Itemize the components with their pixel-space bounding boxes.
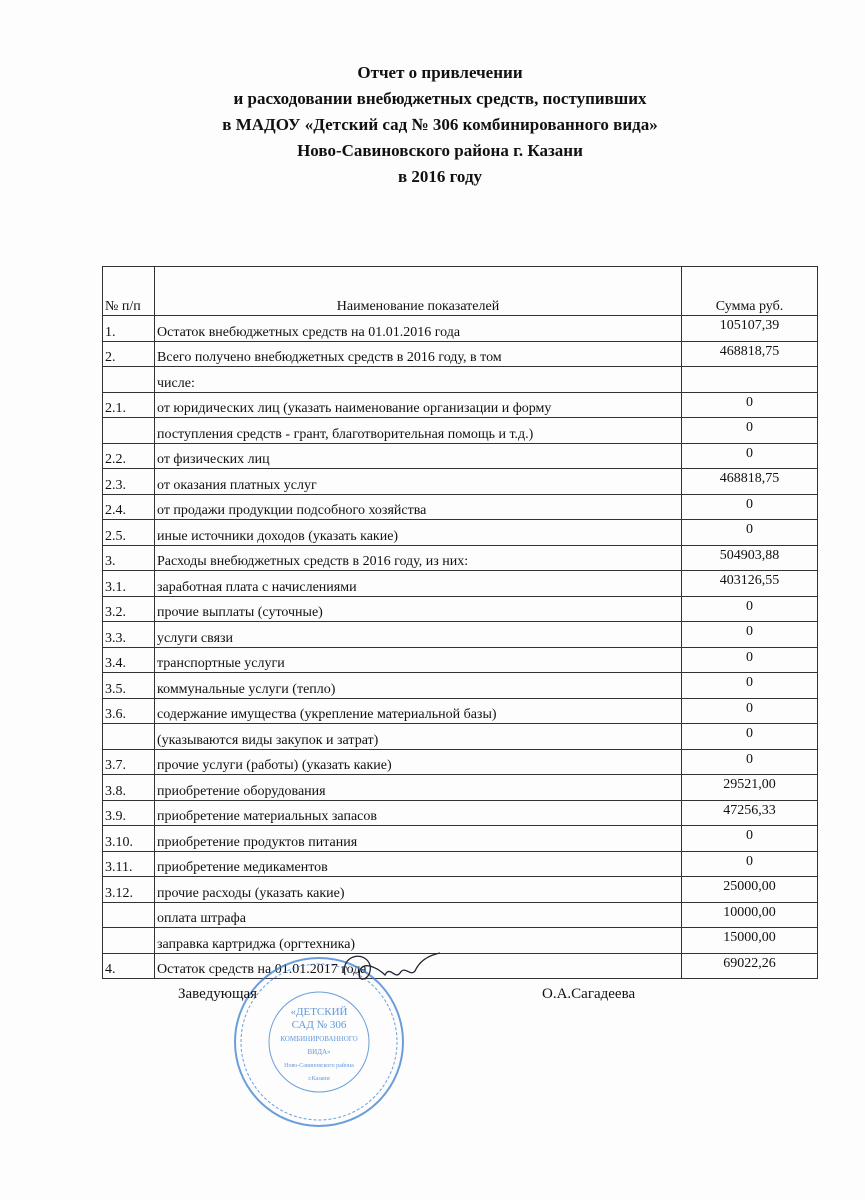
row-number: 2.1. xyxy=(103,392,155,418)
title-line: в 2016 году xyxy=(397,167,483,186)
row-sum: 69022,26 xyxy=(682,953,818,979)
row-number: 2.2. xyxy=(103,443,155,469)
table-row xyxy=(103,851,818,877)
row-name: прочие услуги (работы) (указать какие) xyxy=(155,749,682,775)
header-number: № п/п xyxy=(103,267,155,316)
table-row xyxy=(103,928,818,954)
row-sum: 0 xyxy=(682,673,818,699)
row-sum: 0 xyxy=(682,443,818,469)
row-number: 3.9. xyxy=(103,800,155,826)
row-sum: 0 xyxy=(682,749,818,775)
row-name: оплата штрафа xyxy=(155,902,682,928)
row-number xyxy=(103,902,155,928)
row-name: услуги связи xyxy=(155,622,682,648)
header-name: Наименование показателей xyxy=(155,267,682,316)
table-row xyxy=(103,571,818,597)
stamp-text-line: г.Казани xyxy=(308,1076,330,1082)
stamp-text-line: КОМБИНИРОВАННОГО xyxy=(280,1035,358,1043)
row-number: 4. xyxy=(103,953,155,979)
table-row xyxy=(103,520,818,546)
table-row xyxy=(103,392,818,418)
row-sum: 468818,75 xyxy=(682,469,818,495)
row-name: Остаток внебюджетных средств на 01.01.2016 года xyxy=(155,316,682,342)
row-number: 3.6. xyxy=(103,698,155,724)
row-name: Всего получено внебюджетных средств в 2016 году, в том xyxy=(155,341,682,367)
table-row xyxy=(103,545,818,571)
row-sum: 504903,88 xyxy=(682,545,818,571)
row-name: от оказания платных услуг xyxy=(155,469,682,495)
title-line: Отчет о привлечении xyxy=(357,63,523,82)
table-row xyxy=(103,469,818,495)
row-name: транспортные услуги xyxy=(155,647,682,673)
row-sum: 25000,00 xyxy=(682,877,818,903)
table-row xyxy=(103,826,818,852)
stamp-text-line: ВИДА» xyxy=(307,1048,331,1056)
row-name: коммунальные услуги (тепло) xyxy=(155,673,682,699)
row-number xyxy=(103,418,155,444)
table-row xyxy=(103,494,818,520)
row-number: 1. xyxy=(103,316,155,342)
row-sum: 0 xyxy=(682,647,818,673)
row-number: 2.4. xyxy=(103,494,155,520)
row-number: 3.11. xyxy=(103,851,155,877)
row-number xyxy=(103,928,155,954)
row-number: 3.2. xyxy=(103,596,155,622)
table-row xyxy=(103,596,818,622)
row-name: приобретение медикаментов xyxy=(155,851,682,877)
title-line: в МАДОУ «Детский сад № 306 комбинированного вида» xyxy=(222,115,658,134)
signature-mark xyxy=(335,945,445,995)
stamp-text-line: «ДЕТСКИЙ xyxy=(290,1006,348,1018)
row-number xyxy=(103,724,155,750)
row-sum: 0 xyxy=(682,418,818,444)
table-row xyxy=(103,953,818,979)
row-sum: 15000,00 xyxy=(682,928,818,954)
row-name: приобретение продуктов питания xyxy=(155,826,682,852)
row-number: 3. xyxy=(103,545,155,571)
row-number: 3.5. xyxy=(103,673,155,699)
table-row xyxy=(103,316,818,342)
row-sum: 47256,33 xyxy=(682,800,818,826)
row-number: 2.5. xyxy=(103,520,155,546)
title-line: Ново-Савиновского района г. Казани xyxy=(297,141,583,160)
stamp-text-line: Ново-Савиновского района xyxy=(284,1063,354,1069)
table-row xyxy=(103,902,818,928)
row-name: Расходы внебюджетных средств в 2016 году, из них: xyxy=(155,545,682,571)
row-sum: 0 xyxy=(682,826,818,852)
table-header-row xyxy=(103,267,818,316)
table-row xyxy=(103,698,818,724)
row-name: поступления средств - грант, благотворительная помощь и т.д.) xyxy=(155,418,682,444)
row-number xyxy=(103,367,155,393)
row-name: приобретение материальных запасов xyxy=(155,800,682,826)
row-sum: 0 xyxy=(682,851,818,877)
row-number: 3.7. xyxy=(103,749,155,775)
row-name: Остаток средств на 01.01.2017 года xyxy=(155,953,682,979)
stamp-text-line: САД № 306 xyxy=(291,1019,347,1031)
row-name: прочие расходы (указать какие) xyxy=(155,877,682,903)
row-name: (указываются виды закупок и затрат) xyxy=(155,724,682,750)
row-sum: 0 xyxy=(682,724,818,750)
row-name: заработная плата с начислениями xyxy=(155,571,682,597)
row-sum xyxy=(682,367,818,393)
row-sum: 0 xyxy=(682,494,818,520)
row-name: иные источники доходов (указать какие) xyxy=(155,520,682,546)
table-row xyxy=(103,724,818,750)
row-name: от юридических лиц (указать наименование организации и форму xyxy=(155,392,682,418)
row-number: 2.3. xyxy=(103,469,155,495)
row-name: прочие выплаты (суточные) xyxy=(155,596,682,622)
table-row xyxy=(103,800,818,826)
row-sum: 0 xyxy=(682,622,818,648)
table-row xyxy=(103,367,818,393)
row-name: от продажи продукции подсобного хозяйства xyxy=(155,494,682,520)
row-number: 3.12. xyxy=(103,877,155,903)
row-sum: 468818,75 xyxy=(682,341,818,367)
signature-name: О.А.Сагадеева xyxy=(542,986,636,1002)
row-name: приобретение оборудования xyxy=(155,775,682,801)
row-number: 3.3. xyxy=(103,622,155,648)
row-sum: 403126,55 xyxy=(682,571,818,597)
row-sum: 0 xyxy=(682,520,818,546)
table-row xyxy=(103,647,818,673)
table-row xyxy=(103,443,818,469)
header-sum: Сумма руб. xyxy=(682,267,818,316)
table-row xyxy=(103,673,818,699)
row-name: от физических лиц xyxy=(155,443,682,469)
table-row xyxy=(103,877,818,903)
row-number: 2. xyxy=(103,341,155,367)
signature-position: Заведующая xyxy=(178,986,258,1002)
table-row xyxy=(103,775,818,801)
row-sum: 29521,00 xyxy=(682,775,818,801)
row-sum: 0 xyxy=(682,392,818,418)
row-sum: 10000,00 xyxy=(682,902,818,928)
row-name: заправка картриджа (оргтехника) xyxy=(155,928,682,954)
table-row xyxy=(103,341,818,367)
row-number: 3.1. xyxy=(103,571,155,597)
table-row xyxy=(103,622,818,648)
document-title xyxy=(0,60,865,190)
row-number: 3.4. xyxy=(103,647,155,673)
table-row xyxy=(103,749,818,775)
row-number: 3.10. xyxy=(103,826,155,852)
report-table xyxy=(102,266,818,979)
row-number: 3.8. xyxy=(103,775,155,801)
row-sum: 0 xyxy=(682,698,818,724)
row-name: числе: xyxy=(155,367,682,393)
row-sum: 105107,39 xyxy=(682,316,818,342)
title-line: и расходовании внебюджетных средств, поступивших xyxy=(233,89,647,108)
row-sum: 0 xyxy=(682,596,818,622)
row-name: содержание имущества (укрепление материальной базы) xyxy=(155,698,682,724)
table-row xyxy=(103,418,818,444)
